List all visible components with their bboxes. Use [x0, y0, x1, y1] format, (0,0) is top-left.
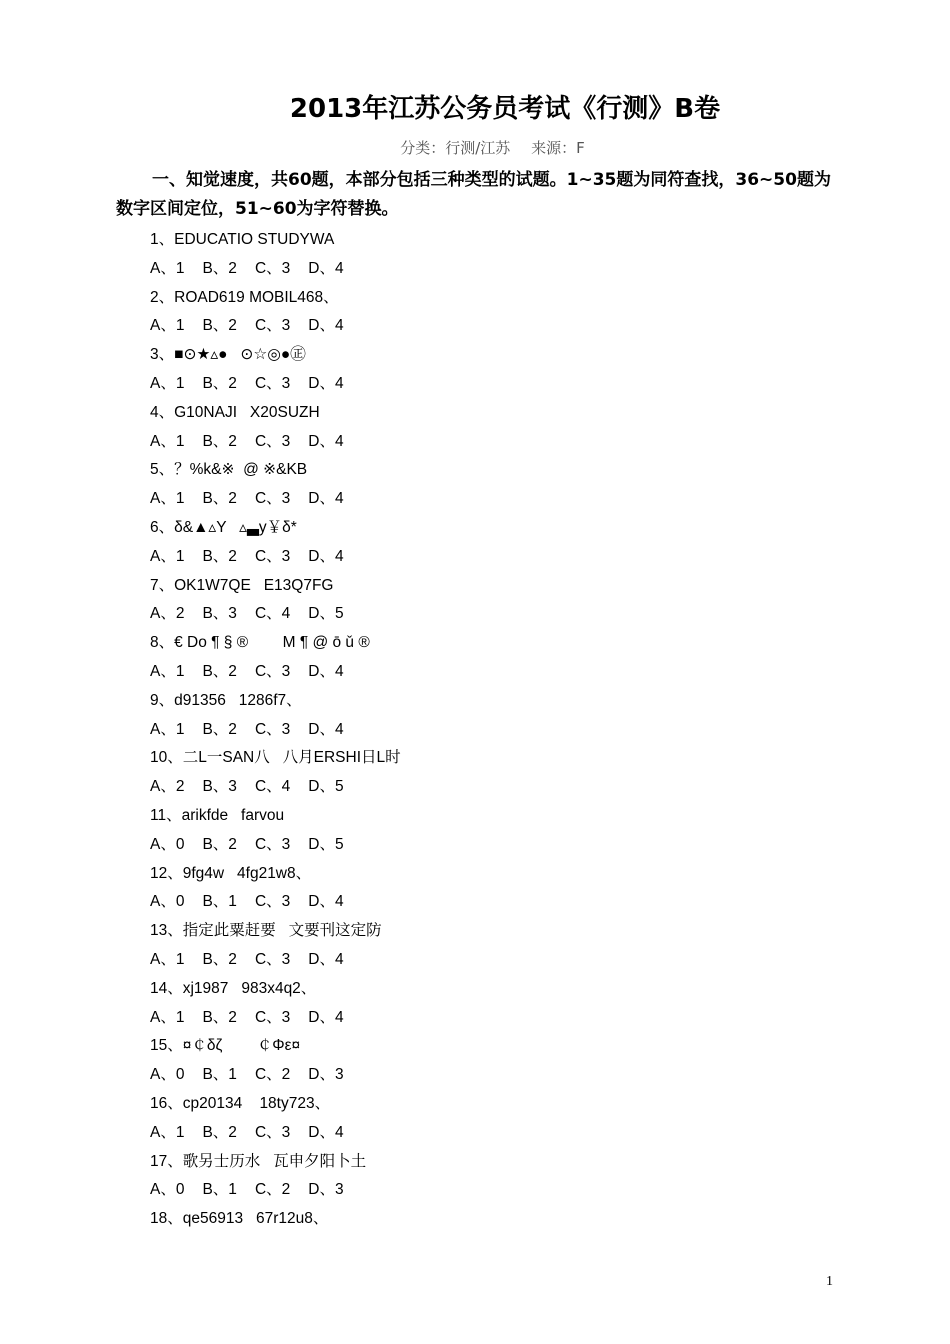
- answer-option: D、4: [308, 259, 344, 277]
- answer-option: C、3: [254, 259, 291, 277]
- question-stem: 8、€ Do ¶ § ® M ¶ @ ō ǔ ®: [150, 634, 370, 652]
- question-stem: 18、qe56913 67r12u8、: [150, 1210, 329, 1228]
- question-options: [150, 888, 850, 917]
- answer-option: A、1: [150, 662, 185, 680]
- answer-option: C、3: [254, 950, 291, 968]
- answer-option: C、4: [254, 605, 291, 623]
- answer-option: A、2: [150, 605, 185, 623]
- answer-option: B、2: [202, 374, 237, 392]
- answer-option: C、2: [254, 1066, 291, 1084]
- answer-option: D、5: [308, 835, 344, 853]
- question-options: [150, 716, 850, 745]
- answer-option: B、2: [202, 547, 237, 565]
- answer-option: C、3: [254, 490, 291, 508]
- answer-option: C、3: [254, 547, 291, 565]
- answer-option: C、2: [254, 1181, 291, 1199]
- answer-option: C、3: [254, 893, 291, 911]
- question-options: [150, 946, 850, 975]
- answer-option: C、3: [254, 662, 291, 680]
- question-stem: 6、δ&▲▵Y ▵▃y￥δ*: [150, 518, 297, 536]
- answer-option: D、4: [308, 950, 344, 968]
- answer-option: B、2: [202, 259, 237, 277]
- question-options: [150, 1004, 850, 1033]
- answer-option: A、0: [150, 835, 185, 853]
- question-stem: 4、G10NAJI X20SUZH: [150, 403, 320, 421]
- question-list: [150, 226, 850, 1234]
- question-stem: 12、9fg4w 4fg21w8、: [150, 864, 312, 882]
- answer-option: B、1: [202, 1066, 237, 1084]
- question-stem: 3、■⊙★▵● ⊙☆◎●㊣: [150, 346, 306, 364]
- answer-option: A、1: [150, 432, 185, 450]
- answer-option: D、4: [308, 1123, 344, 1141]
- question-options: [150, 831, 850, 860]
- answer-option: B、1: [202, 893, 237, 911]
- answer-option: C、4: [254, 778, 291, 796]
- answer-option: D、4: [308, 1008, 344, 1026]
- answer-option: D、3: [308, 1181, 344, 1199]
- question-options: [150, 312, 850, 341]
- answer-option: B、2: [202, 662, 237, 680]
- question-stem: 14、xj1987 983x4q2、: [150, 979, 317, 997]
- question-stem: 11、arikfde farvou: [150, 806, 285, 824]
- answer-option: B、2: [202, 1008, 237, 1026]
- answer-option: A、0: [150, 1181, 185, 1199]
- question-stem: 7、OK1W7QE E13Q7FG: [150, 576, 334, 594]
- answer-option: A、1: [150, 259, 185, 277]
- answer-option: D、3: [308, 1066, 344, 1084]
- answer-option: D、4: [308, 720, 344, 738]
- question-options: [150, 658, 850, 687]
- answer-option: C、3: [254, 835, 291, 853]
- answer-option: D、4: [308, 662, 344, 680]
- question-options: [150, 485, 850, 514]
- question-options: [150, 1119, 850, 1148]
- answer-option: D、5: [308, 778, 344, 796]
- question-stem: 5、？%k&※ @ ※&KB: [150, 461, 308, 479]
- question-stem: 17、歌另士历水 瓦申夕阳卜土: [150, 1152, 367, 1170]
- answer-option: A、1: [150, 317, 185, 335]
- question-options: [150, 1176, 850, 1205]
- page-title: 2013年江苏公务员考试《行测》B卷: [289, 94, 721, 124]
- question-stem: 1、EDUCATIO STUDYWA: [150, 231, 335, 248]
- answer-option: B、3: [202, 605, 237, 623]
- answer-option: D、4: [308, 547, 344, 565]
- question-options: [150, 600, 850, 629]
- answer-option: D、4: [308, 317, 344, 335]
- answer-option: A、2: [150, 778, 185, 796]
- question-options: [150, 773, 850, 802]
- answer-option: B、2: [202, 432, 237, 450]
- answer-option: D、4: [308, 893, 344, 911]
- answer-option: B、1: [202, 1181, 237, 1199]
- answer-option: B、2: [202, 950, 237, 968]
- question-options: [150, 370, 850, 399]
- answer-option: A、1: [150, 720, 185, 738]
- question-stem: 13、指定此粟赶要 文要刊这定防: [150, 922, 382, 940]
- answer-option: D、5: [308, 605, 344, 623]
- question-stem: 15、¤￠δζ ￠Φε¤: [150, 1037, 301, 1055]
- question-options: [150, 255, 850, 284]
- answer-option: C、3: [254, 1008, 291, 1026]
- question-options: [150, 1061, 850, 1090]
- answer-option: C、3: [254, 1123, 291, 1141]
- question-stem: 2、ROAD619 MOBIL468、: [150, 288, 339, 306]
- page-number: 1: [826, 1274, 833, 1289]
- answer-option: A、1: [150, 1123, 185, 1141]
- question-stem: 10、二L一SAN八 八月ERSHI日L时: [150, 749, 401, 767]
- question-options: [150, 428, 850, 457]
- source-label: 来源：F: [531, 139, 585, 157]
- question-stem: 16、cp20134 18ty723、: [150, 1094, 331, 1112]
- answer-option: B、2: [202, 835, 237, 853]
- answer-option: A、0: [150, 893, 185, 911]
- answer-option: C、3: [254, 374, 291, 392]
- answer-option: A、1: [150, 374, 185, 392]
- answer-option: D、4: [308, 432, 344, 450]
- answer-option: B、2: [202, 1123, 237, 1141]
- answer-option: A、1: [150, 490, 185, 508]
- answer-option: C、3: [254, 432, 291, 450]
- answer-option: C、3: [254, 317, 291, 335]
- category-label: 分类：行测/江苏: [400, 139, 511, 157]
- answer-option: B、2: [202, 720, 237, 738]
- answer-option: B、2: [202, 317, 237, 335]
- answer-option: B、3: [202, 778, 237, 796]
- answer-option: C、3: [254, 720, 291, 738]
- answer-option: A、1: [150, 1008, 185, 1026]
- answer-option: A、0: [150, 1066, 185, 1084]
- answer-option: A、1: [150, 950, 185, 968]
- question-stem: 9、d91356 1286f7、: [150, 691, 302, 709]
- section-intro: 一、知觉速度，共60题，本部分包括三种类型的试题。1~35题为同符查找，36~50题为数字区间定位，51~60为字符替换。: [116, 170, 831, 219]
- answer-option: D、4: [308, 374, 344, 392]
- question-options: [150, 543, 850, 572]
- answer-option: D、4: [308, 490, 344, 508]
- document-meta: [0, 137, 950, 158]
- answer-option: A、1: [150, 547, 185, 565]
- answer-option: B、2: [202, 490, 237, 508]
